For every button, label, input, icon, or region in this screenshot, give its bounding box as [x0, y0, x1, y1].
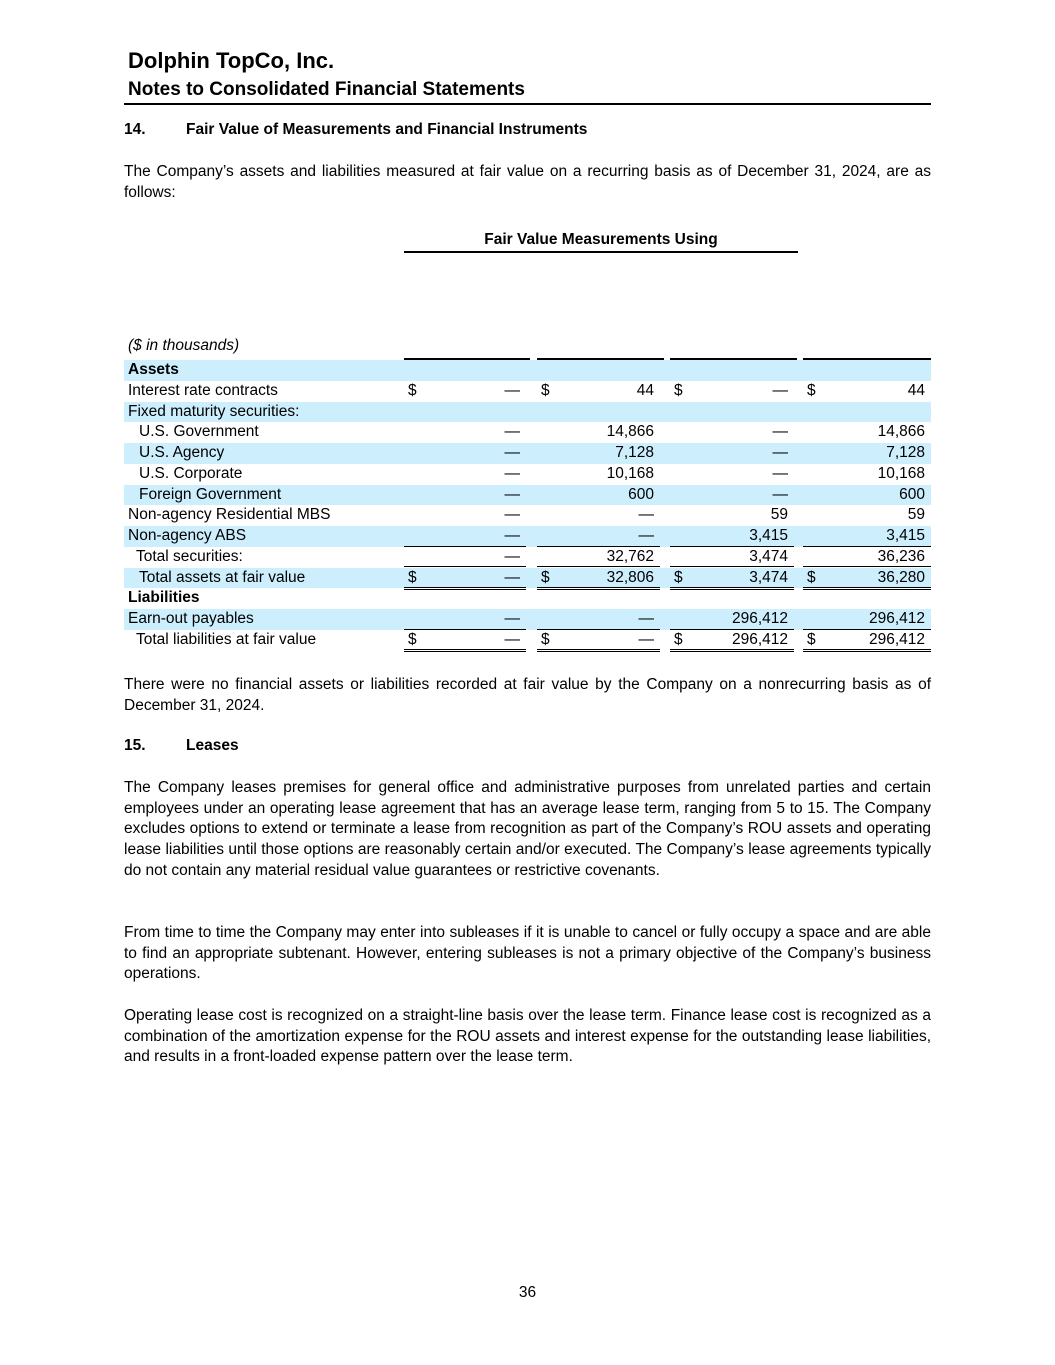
cell-col-2 — [537, 568, 660, 590]
cell-value: 32,806 — [606, 568, 654, 586]
cell-col-2 — [537, 609, 660, 630]
cell-col-3 — [670, 422, 794, 443]
row-label: Earn-out payables — [128, 610, 254, 627]
cell-col-4 — [803, 526, 931, 547]
cell-value: 296,412 — [731, 630, 788, 648]
cell-value: 3,415 — [749, 527, 788, 544]
cell-value: — — [504, 610, 520, 627]
table-row — [124, 422, 931, 443]
section-15-paragraph-2: From time to time the Company may enter into subleases if it is unable to cancel or fully occupy a space and are able to find an appropriate subtenant. However, entering subleases is not a primary objective of the Company’s business operations. — [124, 924, 931, 983]
cell-col-3 — [670, 609, 794, 630]
cell-col-4 — [803, 422, 931, 443]
dollar-sign: $ — [674, 381, 683, 399]
table-group-header: Fair Value Measurements Using — [484, 231, 718, 248]
cell-value: — — [504, 464, 520, 482]
cell-value: 10,168 — [606, 464, 654, 482]
section-14-number: 14. — [124, 121, 146, 138]
row-label: Non-agency ABS — [128, 527, 247, 544]
cell-value: — — [772, 381, 788, 399]
cell-col-2 — [537, 381, 660, 402]
table-row — [124, 630, 931, 651]
cell-col-1 — [404, 568, 526, 590]
cell-value: 296,412 — [731, 610, 788, 627]
dollar-sign: $ — [541, 381, 550, 399]
cell-value: — — [504, 547, 520, 565]
cell-value: — — [638, 610, 654, 627]
cell-value: — — [504, 381, 520, 399]
cell-value: 7,128 — [886, 444, 925, 461]
row-label: U.S. Corporate — [139, 464, 243, 482]
cell-col-3 — [670, 485, 794, 506]
cell-value: 296,412 — [868, 610, 925, 627]
cell-value: — — [772, 464, 788, 482]
cell-col-2 — [537, 422, 660, 443]
cell-value: 14,866 — [877, 423, 925, 441]
cell-value: — — [504, 527, 520, 544]
cell-col-1 — [404, 526, 526, 547]
cell-col-2 — [537, 443, 660, 464]
cell-value: — — [638, 506, 654, 524]
cell-col-3 — [670, 526, 794, 547]
section-15-title: Leases — [186, 737, 239, 754]
cell-value: — — [504, 568, 520, 586]
cell-col-2 — [537, 630, 660, 652]
cell-col-1 — [404, 547, 526, 568]
row-label: Liabilities — [128, 589, 200, 607]
dollar-sign: $ — [408, 568, 417, 586]
cell-col-3 — [670, 547, 794, 568]
cell-col-1 — [404, 381, 526, 402]
cell-col-1 — [404, 464, 526, 485]
cell-col-4 — [803, 381, 931, 402]
cell-value: — — [504, 485, 520, 503]
dollar-sign: $ — [541, 568, 550, 586]
cell-value: 44 — [907, 381, 925, 399]
cell-col-2 — [537, 526, 660, 547]
cell-col-1 — [404, 630, 526, 652]
cell-value: 3,415 — [886, 527, 925, 544]
cell-col-3 — [670, 381, 794, 402]
row-label: Foreign Government — [139, 485, 282, 503]
section-15-heading — [124, 737, 239, 755]
cell-value: — — [504, 444, 520, 461]
table-row — [124, 381, 931, 402]
dollar-sign: $ — [807, 630, 816, 648]
document-subtitle: Notes to Consolidated Financial Statements — [128, 79, 525, 100]
section-14-intro: The Company’s assets and liabilities measured at fair value on a recurring basis as of December 31, 2024, are as follows: — [124, 163, 931, 201]
table-row — [124, 464, 931, 485]
section-14-title: Fair Value of Measurements and Financial Instruments — [186, 121, 588, 138]
cell-col-4 — [803, 568, 931, 590]
cell-value: 44 — [636, 381, 654, 399]
section-15-paragraph-3: Operating lease cost is recognized on a straight-line basis over the lease term. Finance lease cost is recognized as a combination of the amortization expense for the ROU assets and interest expense for the outstanding lease liabilities, and results in a front-loaded expense pattern over the lease term. — [124, 1007, 931, 1066]
dollar-sign: $ — [541, 630, 550, 648]
cell-value: — — [772, 485, 788, 503]
row-label: Interest rate contracts — [128, 381, 278, 399]
cell-col-3 — [670, 568, 794, 590]
cell-col-4 — [803, 485, 931, 506]
cell-col-1 — [404, 422, 526, 443]
cell-col-1 — [404, 609, 526, 630]
cell-col-2 — [537, 464, 660, 485]
cell-value: 36,280 — [877, 568, 925, 586]
cell-value: 32,762 — [606, 547, 654, 565]
row-label: U.S. Government — [139, 423, 259, 441]
cell-value: 59 — [907, 506, 925, 524]
dollar-sign: $ — [807, 381, 816, 399]
company-name: Dolphin TopCo, Inc. — [128, 48, 335, 73]
cell-col-1 — [404, 485, 526, 506]
section-15-number: 15. — [124, 737, 146, 754]
cell-value: 600 — [899, 485, 925, 503]
table-row — [124, 588, 931, 609]
cell-value: 14,866 — [606, 423, 654, 441]
cell-col-4 — [803, 609, 931, 630]
section-14-nonrecurring-note: There were no financial assets or liabilities recorded at fair value by the Company on a nonrecurring basis as of December 31, 2024. — [124, 676, 931, 714]
table-row — [124, 568, 931, 589]
cell-col-3 — [670, 464, 794, 485]
cell-value: — — [504, 630, 520, 648]
table-row — [124, 609, 931, 630]
cell-col-2 — [537, 505, 660, 526]
cell-col-3 — [670, 443, 794, 464]
cell-value: — — [504, 506, 520, 524]
row-label: Total securities: — [136, 547, 243, 565]
cell-col-4 — [803, 443, 931, 464]
section-15-paragraph-1: The Company leases premises for general office and administrative purposes from unrelated parties and certain employees under an operating lease agreement that has an average lease term, ranging from 5 to 15. The Company excludes options to extend or terminate a lease from recognition as part of the Company’s ROU assets and operating lease liabilities until those options are reasonably certain and/or executed. The Company’s lease agreements typically do not contain any material residual value guarantees or restrictive covenants. — [124, 779, 931, 879]
page-number: 36 — [518, 1284, 537, 1301]
cell-value: — — [772, 444, 788, 461]
cell-col-4 — [803, 464, 931, 485]
group-header-rule — [404, 251, 798, 253]
cell-col-4 — [803, 630, 931, 652]
cell-value: 3,474 — [749, 568, 788, 586]
cell-col-2 — [537, 485, 660, 506]
cell-value: 3,474 — [749, 547, 788, 565]
dollar-sign: $ — [408, 381, 417, 399]
table-units: ($ in thousands) — [128, 337, 240, 354]
row-label: Fixed maturity securities: — [128, 402, 300, 420]
table-row — [124, 526, 931, 547]
row-label: Non-agency Residential MBS — [128, 506, 331, 524]
cell-col-3 — [670, 630, 794, 652]
cell-value: — — [772, 423, 788, 441]
cell-value: 600 — [628, 485, 654, 503]
cell-value: 10,168 — [877, 464, 925, 482]
cell-col-1 — [404, 443, 526, 464]
cell-col-4 — [803, 505, 931, 526]
cell-value: 59 — [770, 506, 788, 524]
row-label: Total assets at fair value — [139, 568, 306, 586]
cell-value: — — [638, 630, 654, 648]
dollar-sign: $ — [408, 630, 417, 648]
cell-value: 36,236 — [877, 547, 925, 565]
row-label: Total liabilities at fair value — [136, 630, 317, 648]
cell-value: 7,128 — [615, 444, 654, 461]
table-row — [124, 547, 931, 568]
cell-value: — — [504, 423, 520, 441]
table-row — [124, 505, 931, 526]
cell-col-1 — [404, 505, 526, 526]
dollar-sign: $ — [674, 568, 683, 586]
cell-col-4 — [803, 547, 931, 568]
cell-col-2 — [537, 547, 660, 568]
table-row — [124, 360, 931, 381]
cell-col-3 — [670, 505, 794, 526]
row-label: U.S. Agency — [139, 444, 225, 461]
table-row — [124, 485, 931, 506]
dollar-sign: $ — [674, 630, 683, 648]
table-row — [124, 402, 931, 423]
row-label: Assets — [128, 361, 179, 378]
dollar-sign: $ — [807, 568, 816, 586]
table-row — [124, 443, 931, 464]
cell-value: — — [638, 527, 654, 544]
cell-value: 296,412 — [868, 630, 925, 648]
